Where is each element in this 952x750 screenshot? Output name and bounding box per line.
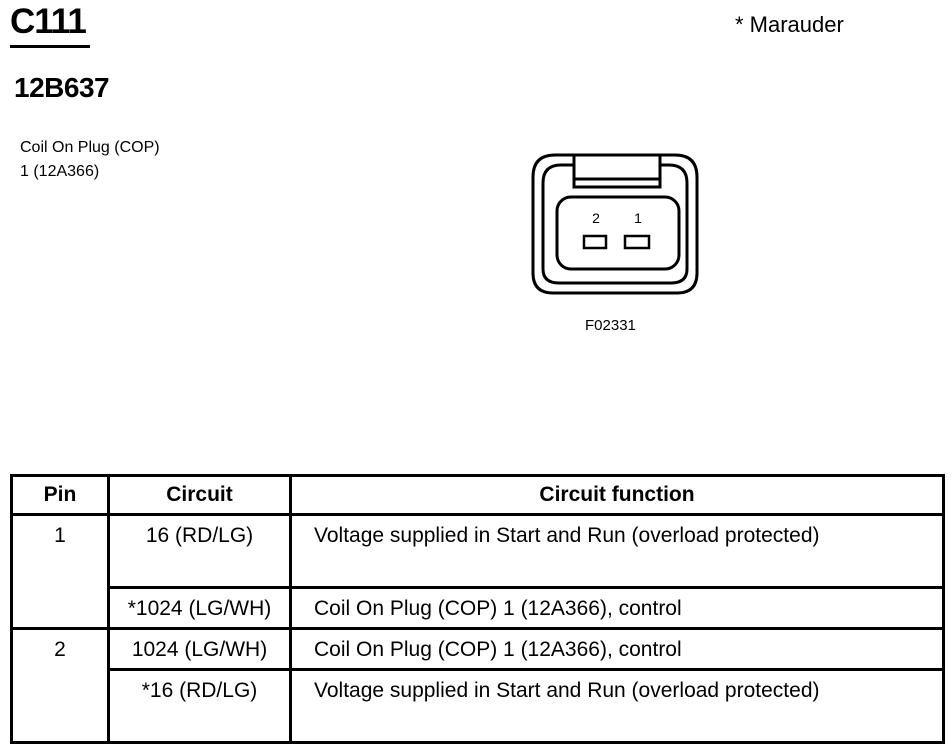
circuit-cell: *1024 (LG/WH) bbox=[109, 588, 291, 629]
part-number: 12B637 bbox=[14, 72, 110, 103]
header-circuit-function: Circuit function bbox=[291, 476, 944, 515]
pin-circuit-table bbox=[10, 474, 945, 744]
connector-id-title: C111 bbox=[10, 2, 86, 41]
function-cell: Coil On Plug (COP) 1 (12A366), control bbox=[291, 629, 944, 670]
pin-number: 2 bbox=[12, 629, 109, 743]
circuit-cell: 1024 (LG/WH) bbox=[109, 629, 291, 670]
function-cell: Voltage supplied in Start and Run (overload protected) bbox=[291, 670, 944, 743]
pin-number: 1 bbox=[12, 515, 109, 629]
pin-2-terminal bbox=[584, 236, 606, 248]
figure-id: F02331 bbox=[585, 317, 636, 334]
function-cell: Voltage supplied in Start and Run (overload protected) bbox=[291, 515, 944, 588]
table-row bbox=[12, 629, 944, 670]
vehicle-note: * Marauder bbox=[735, 12, 844, 37]
table-header-row bbox=[12, 476, 944, 515]
header-pin: Pin bbox=[12, 476, 109, 515]
terminal-cavity-body bbox=[557, 197, 679, 269]
header-circuit: Circuit bbox=[109, 476, 291, 515]
table-row bbox=[12, 670, 944, 743]
component-name: Coil On Plug (COP) bbox=[20, 139, 160, 156]
pin-label-2: 2 bbox=[592, 210, 600, 226]
locking-tab bbox=[574, 155, 660, 187]
pin-1-terminal bbox=[625, 236, 649, 248]
pin-label-1: 1 bbox=[634, 210, 642, 226]
connector-face-diagram bbox=[525, 145, 705, 300]
component-number: 1 (12A366) bbox=[20, 163, 100, 180]
table-row bbox=[12, 515, 944, 588]
title-underline bbox=[10, 45, 90, 48]
table-row bbox=[12, 588, 944, 629]
function-cell: Coil On Plug (COP) 1 (12A366), control bbox=[291, 588, 944, 629]
circuit-cell: 16 (RD/LG) bbox=[109, 515, 291, 588]
circuit-cell: *16 (RD/LG) bbox=[109, 670, 291, 743]
